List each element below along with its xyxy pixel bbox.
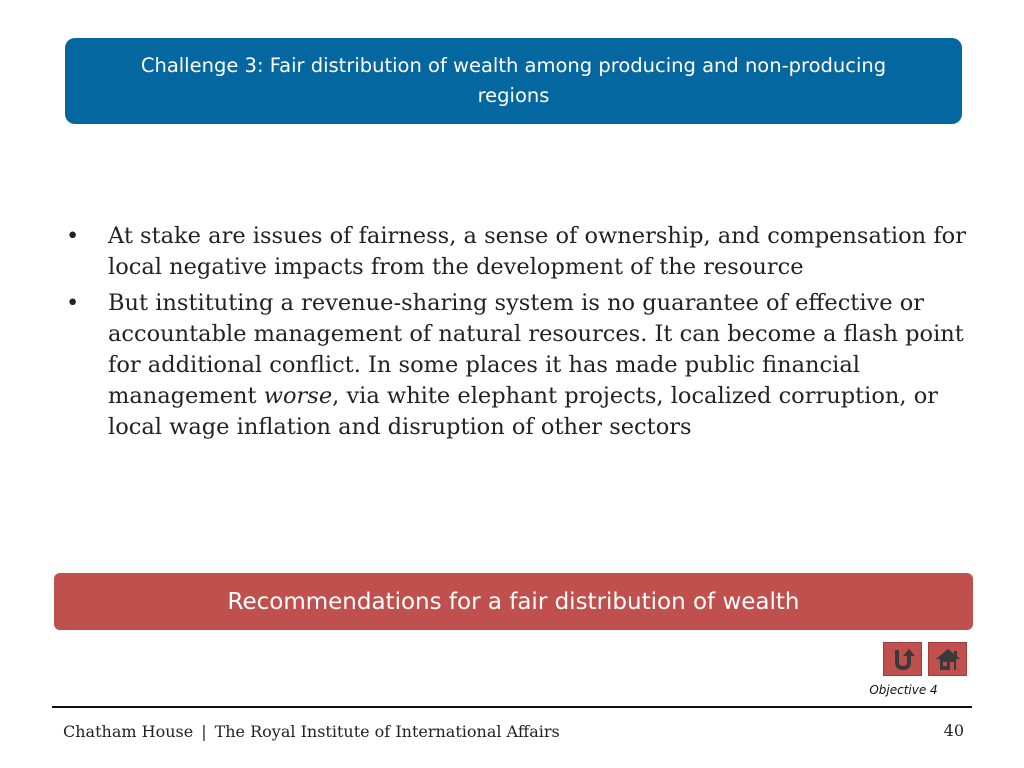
footer-divider <box>52 706 972 708</box>
bullet-item <box>66 221 966 283</box>
footer <box>63 722 560 741</box>
home-button[interactable] <box>928 642 967 676</box>
slide-title <box>65 38 962 124</box>
page-number: 40 <box>943 721 964 740</box>
bullet-marker: • <box>66 290 80 316</box>
bullet-list <box>66 221 966 448</box>
bullet-marker: • <box>66 223 80 249</box>
bullet-text-part: , via white elephant projects, localized corruption, or local wage inflation and disruption of other sectors <box>108 383 939 440</box>
bullet-emphasis: worse <box>263 383 333 409</box>
recommendations-link-button[interactable] <box>54 573 973 630</box>
footer-separator: | <box>201 722 207 741</box>
home-icon <box>934 646 962 672</box>
back-button[interactable] <box>883 642 922 676</box>
footer-org: Chatham House <box>63 722 194 741</box>
bullet-text: At stake are issues of fairness, a sense of ownership, and compensation for local negative impacts from the development of the resource <box>108 223 966 280</box>
return-arrow-icon <box>890 646 916 672</box>
bullet-item <box>66 288 966 443</box>
recommendations-link-label: Recommendations for a fair distribution of wealth <box>227 588 800 615</box>
footer-institute: The Royal Institute of International Affairs <box>214 722 560 741</box>
bullet-text-part: But instituting a revenue-sharing system is no guarantee of effective or accountable management of natural resources. It can become a flash point for additional conflict. In some places it has made public financial management <box>108 290 964 409</box>
slide-title-text: Challenge 3: Fair distribution of wealth among producing and non-producing regions <box>140 54 887 107</box>
objective-label: Objective 4 <box>869 683 938 697</box>
bullet-text <box>108 290 964 440</box>
